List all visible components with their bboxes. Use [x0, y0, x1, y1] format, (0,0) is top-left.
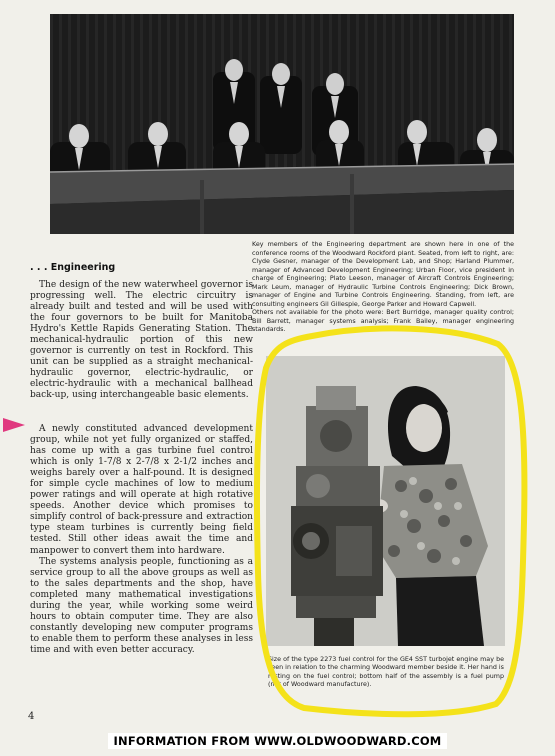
- top-photo-caption: [252, 241, 514, 335]
- fuel-control-photo: [266, 356, 505, 646]
- group-photo-icon: [50, 14, 514, 234]
- woman-with-fuel-control-icon: [266, 356, 505, 646]
- paragraph-systems-analysis: The systems analysis people, functioning as a service group to all the above groups as well as to the sales departments and the shop, have completed many mathematical investigations during the year, while working some weird hours to obtain computer time. They are also constantly developing new computer programs to enable them to perform these analyses in less time and with even better accuracy.: [30, 556, 253, 655]
- caption-top-others: Others not available for the photo were: Bert Burridge, manager quality control; Bill Barrett, manager systems analysis; Frank Bailey, manager engineering standards.: [252, 309, 514, 334]
- pink-arrow-icon: [3, 418, 25, 432]
- footer-link-text[interactable]: INFORMATION FROM WWW.OLDWOODWARD.COM: [108, 733, 448, 749]
- paragraph-advanced-development: A newly constituted advanced development group, while not yet fully organized or staffed, has come up with a gas turbine fuel control which is only 1-7/8 x 2-7/8 x 2-1/2 inches and weighs barely over a half-pound. It is designed for simple cycle machines of low to medium power ratings and will operate at high rotative speeds. Another device which promises to simplify control of back-pressure and extraction type steam turbines is currently being field tested. Still other ideas await the time and manpower to convert them into hardware.: [30, 424, 253, 556]
- footer-banner: [0, 730, 555, 752]
- paragraph-waterwheel: The design of the new waterwheel governor is progressing well. The electric circuitry is already built and tested and will be used with the four governors to be built for Manitoba Hydro's Kettle Rapids Generating Station. The mechanical-hydraulic portion of this new governor is currently on test in Rockford. This unit can be supplied as a straight mechanical-hydraulic governor, electric-hydraulic, or electric-hydraulic with a mechanical ballhead back-up, using interchangeable basic elements.: [30, 280, 253, 401]
- article-column-1: [30, 280, 253, 402]
- caption-fuel-control: Size of the type 2273 fuel control for the GE4 SST turbojet engine may be seen in relation to the charming Woodward member beside it. Her hand is resting on the fuel control; bottom half of the assembly is a fuel pump (not of Woodward manufacture).: [268, 656, 504, 688]
- caption-top-main: Key members of the Engineering department are shown here in one of the conference rooms of the Woodward Rockford plant. Seated, from left to right, are: Clyde Gesner, manager of the Development Lab, and Shop; Harland Plummer, manager of Advanced Development Engineering; Urban Floor, vice president in charge of Engineering; Plato Leeson, manager of Aircraft Controls Engineering; Mark Leum, manager of Hydraulic Turbine Controls Engineering; Dick Brown, manager of Engine and Turbine Controls Engineering. Standing, from left, are consulting engineers Gil Gillespie, George Parker and Howard Capwell.: [252, 241, 514, 308]
- group-photo: [50, 14, 514, 234]
- page-number: 4: [28, 711, 35, 722]
- section-heading: . . . Engineering: [30, 262, 116, 273]
- fuel-control-caption: [268, 656, 504, 689]
- article-column-2: [30, 424, 253, 656]
